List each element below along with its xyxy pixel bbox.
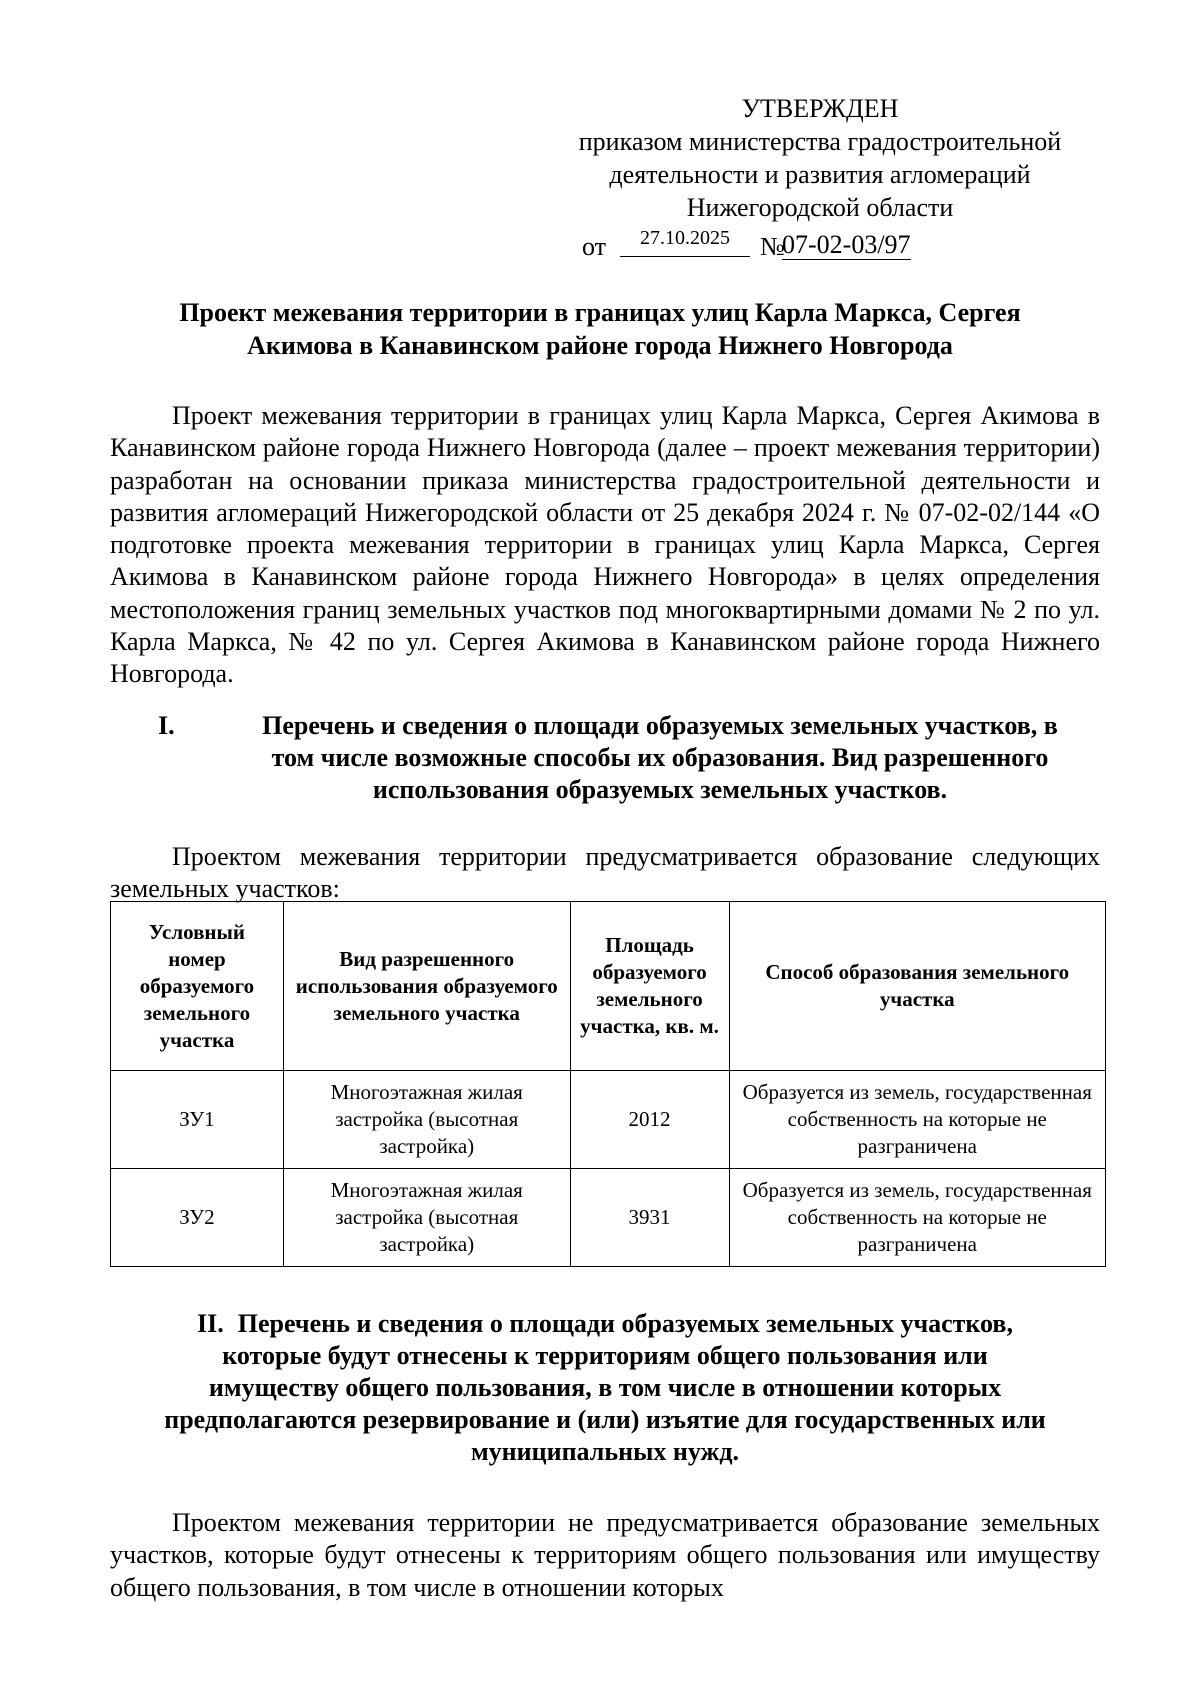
plot-usage-cell: Многоэтажная жилая застройка (высотная застройка) [283, 1071, 570, 1169]
section-2-heading-line-4: предполагаются резервирование и (или) изъятие для государственных или [164, 1405, 1046, 1434]
section-2-number: II. [197, 1309, 224, 1338]
table-header-cell: Площадь образуемого земельного участка, кв. м. [570, 902, 729, 1071]
section-2-heading-line-1-wrap [110, 1308, 1100, 1340]
section-2-text: Проектом межевания территории не предусматривается образование земельных участков, которые будут отнесены к территориям общего пользования или имуществу общего пользования, в том числе в отношении которых [110, 1508, 1100, 1602]
plot-number-cell: ЗУ1 [111, 1071, 284, 1169]
intro-text: Проект межевания территории в границах улиц Карла Маркса, Сергея Акимова в Канавинском районе города Нижнего Новгорода (далее – проект межевания территории) разработан на основании приказа министерства градостроительной деятельности и развития агломераций Нижегородской области от 25 декабря 2024 г. № 07-02-02/144 «О подготовке проекта межевания территории в границах улиц Карла Маркса, Сергея Акимова в Канавинском районе города Нижнего Новгорода» в целях определения местоположения границ земельных участков под многоквартирными домами № 2 по ул. Карла Маркса, № 42 по ул. Сергея Акимова в Канавинском районе города Нижнего Новгорода. [110, 401, 1100, 689]
section-2-heading-line-5: муниципальных нужд. [470, 1437, 740, 1466]
document-title-line-1: Проект межевания территории в границах улиц Карла Маркса, Сергея [179, 298, 1021, 327]
section-2-heading-line-1: Перечень и сведения о площади образуемых земельных участков, [237, 1309, 1013, 1338]
approval-line-1: приказом министерства градостроительной [578, 127, 1062, 156]
section-1-text: Проектом межевания территории предусматривается образование следующих земельных участков: [110, 842, 1100, 904]
approval-date-row [520, 224, 1120, 260]
plot-area-cell: 3931 [570, 1169, 729, 1267]
plot-usage-cell: Многоэтажная жилая застройка (высотная застройка) [283, 1169, 570, 1267]
section-2-paragraph [110, 1507, 1100, 1604]
section-1-heading-line-1: Перечень и сведения о площади образуемых земельных участков, в [262, 711, 1058, 740]
document-title [110, 296, 1090, 362]
section-1-heading [110, 710, 1100, 806]
number-label: № [760, 232, 785, 261]
approval-stamp [520, 92, 1120, 260]
section-1-number: I. [158, 711, 175, 740]
approval-line-3: Нижегородской области [686, 193, 954, 222]
plot-number-cell: ЗУ2 [111, 1169, 284, 1267]
plot-area-cell: 2012 [570, 1071, 729, 1169]
approval-number: 07-02-03/97 [782, 230, 911, 259]
table-row [111, 1169, 1106, 1267]
land-plots-table [110, 901, 1106, 1267]
section-1-heading-line-2: том числе возможные способы их образования. Вид разрешенного [271, 743, 1049, 772]
section-1-heading-line-3: использования образуемых земельных участков. [372, 775, 948, 804]
document-title-line-2: Акимова в Канавинском районе города Нижнего Новгорода [247, 331, 953, 360]
plot-method-cell: Образуется из земель, государственная собственность на которые не разграничена [729, 1169, 1106, 1267]
table-header-cell: Условный номер образуемого земельного участка [111, 902, 284, 1071]
plot-method-cell: Образуется из земель, государственная собственность на которые не разграничена [729, 1071, 1106, 1169]
approval-title: УТВЕРЖДЕН [741, 94, 899, 123]
table-row [111, 1071, 1106, 1169]
section-2-heading-line-3: имуществу общего пользования, в том числе в отношении которых [208, 1373, 1002, 1402]
table-header-row [111, 902, 1106, 1071]
table-header-cell: Вид разрешенного использования образуемого земельного участка [283, 902, 570, 1071]
date-prefix: от [582, 232, 607, 261]
intro-paragraph [110, 400, 1100, 691]
section-2-heading-line-2: которые будут отнесены к территориям общего пользования или [222, 1341, 988, 1370]
section-1-paragraph [110, 841, 1100, 906]
approval-line-2: деятельности и развития агломераций [609, 160, 1031, 189]
table-header-cell: Способ образования земельного участка [729, 902, 1106, 1071]
section-2-heading [110, 1308, 1100, 1468]
approval-date: 27.10.2025 [620, 224, 750, 257]
